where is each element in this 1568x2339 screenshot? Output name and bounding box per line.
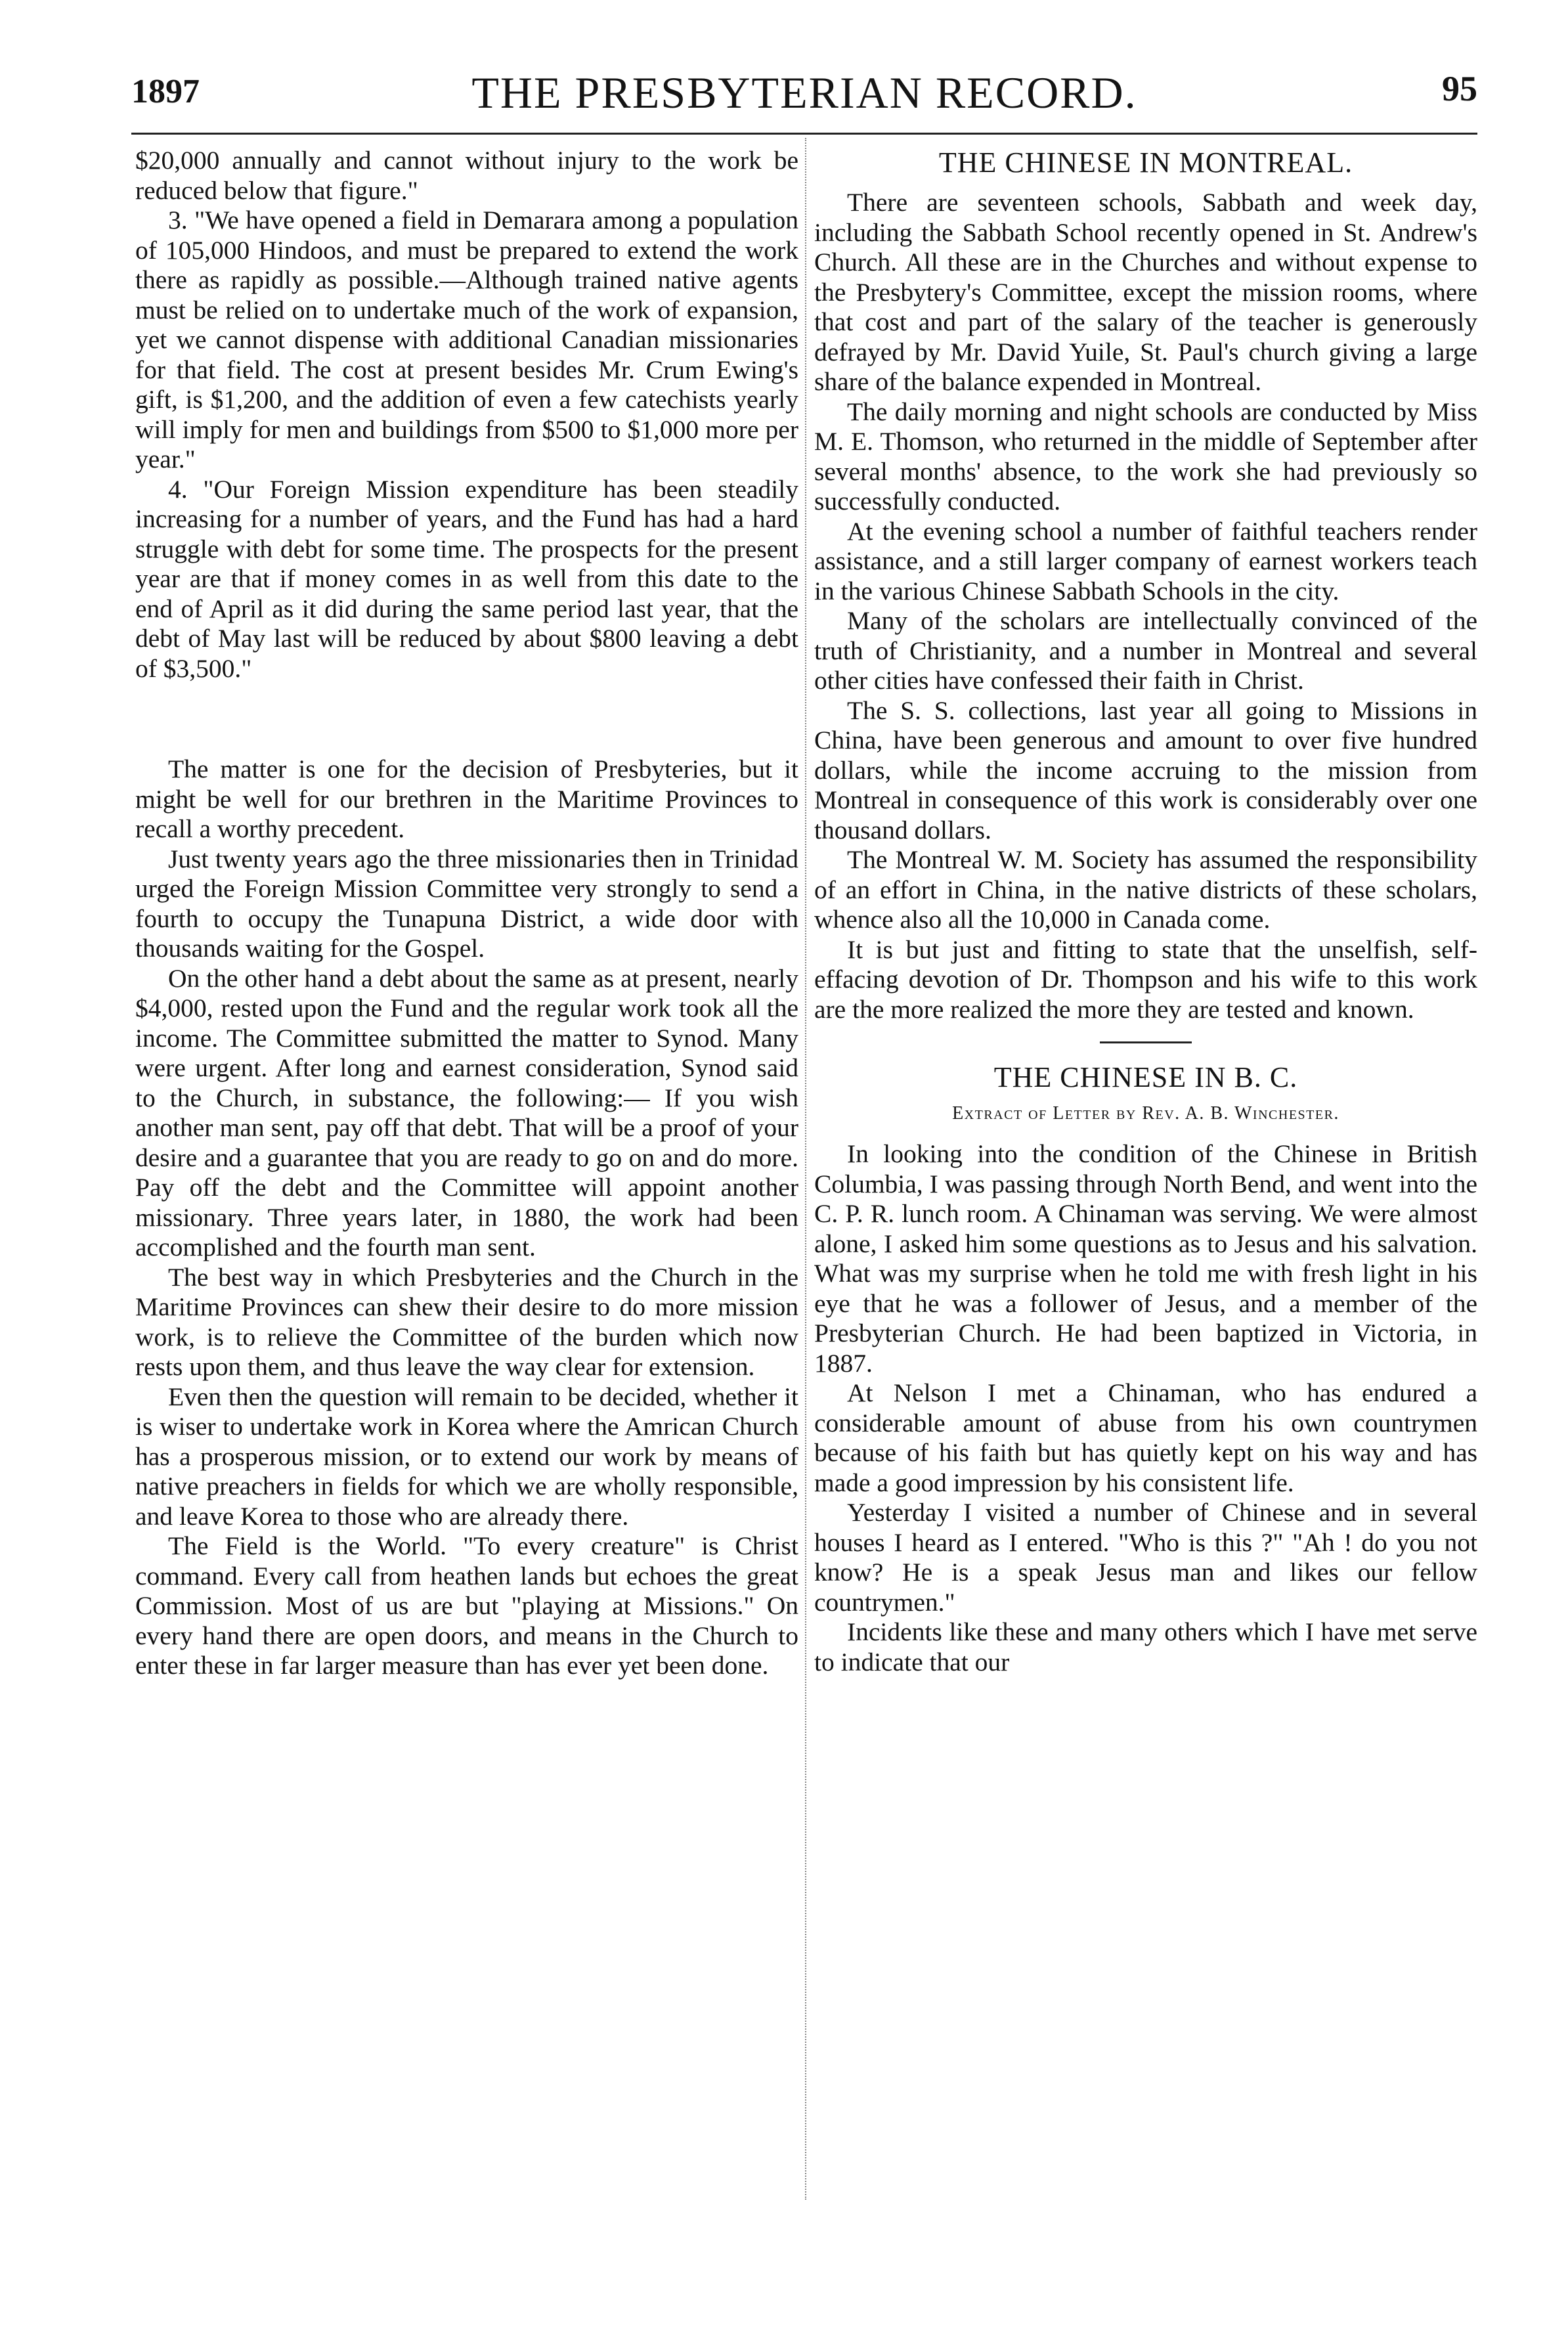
header-year: 1897	[131, 73, 200, 110]
page-number: 95	[1442, 69, 1477, 108]
section-title-chinese-montreal: THE CHINESE IN MONTREAL.	[938, 146, 1353, 179]
article-byline: Extract of Letter by Rev. A. B. Winchester.	[952, 1103, 1339, 1124]
journal-title: THE PRESBYTERIAN RECORD.	[471, 68, 1137, 118]
left-paragraph-1: $20,000 annually and cannot without injury to the work be reduced below that figure."	[135, 146, 798, 205]
column-divider	[805, 138, 806, 2200]
right-paragraph-3: At the evening school a number of faithful teachers render assistance, and a still larger company of earnest workers teach in the various Chinese Sabbath Schools in the city.	[814, 516, 1477, 605]
right-paragraph-9: At Nelson I met a Chinaman, who has endured a considerable amount of abuse from his own countrymen because of his faith but has quietly kept on his way and has made a good impression by his consistent life.	[814, 1378, 1477, 1497]
page-header	[131, 53, 1477, 138]
section-separator-rule	[1100, 1041, 1192, 1043]
right-paragraph-10: Yesterday I visited a number of Chinese and in several houses I heard as I entered. "Who is this ?" "Ah ! do you not know? He is a speak Jesus man and likes our fellow countrymen."	[814, 1498, 1477, 1617]
left-paragraph-2: 3. "We have opened a field in Demarara among a population of 105,000 Hindoos, and must be prepared to extend the work there as rapidly as possible.—Although trained native agents must be relied on to undertake much of the work of expansion, yet we cannot dispense with additional Canadian missionaries for that field. The cost at present besides Mr. Crum Ewing's gift, is $1,200, and the addition of even a few catechists yearly will imply for men and buildings from $500 to $1,000 more per year."	[135, 206, 798, 473]
paragraph-gap	[135, 684, 798, 754]
header-rule	[131, 133, 1477, 135]
right-paragraph-7: It is but just and fitting to state that the unselfish, self-effacing devotion of Dr. Thompson and his wife to this work are the more realized the more they are tested and known.	[814, 934, 1477, 1024]
section-title-chinese-bc: THE CHINESE IN B. C.	[993, 1061, 1298, 1093]
right-column	[814, 146, 1477, 1677]
right-paragraph-1: There are seventeen schools, Sabbath and week day, including the Sabbath School recently opened in St. Andrew's Church. All these are in the Churches and without expense to the Presbytery's Committee, except the mission rooms, where that cost and part of the salary of the teacher is generously defrayed by Mr. David Yuile, St. Paul's church giving a large share of the balance expended in Montreal.	[814, 188, 1477, 396]
left-paragraph-6: On the other hand a debt about the same as at present, nearly $4,000, rested upon the Fund and the regular work took all the income. The Committee submitted the matter to Synod. Many were urgent. After long and earnest consideration, Synod said to the Church, in substance, the following:— If you wish another man sent, pay off that debt. That will be a proof of your desire and a guarantee that you are ready to go on and do more. Pay off the debt and the Committee will appoint another missionary. Three years later, in 1880, the work had been accomplished and the fourth man sent.	[135, 963, 798, 1261]
right-paragraph-8: In looking into the condition of the Chinese in British Columbia, I was passing through North Bend, and went into the C. P. R. lunch room. A Chinaman was serving. We were almost alone, I asked him some questions as to Jesus and his salvation. What was my surprise when he told me with fresh light in his eye that he was a follower of Jesus, and a member of the Presbyterian Church. He had been baptized in Victoria, in 1887.	[814, 1139, 1477, 1378]
left-paragraph-4: The matter is one for the decision of Presbyteries, but it might be well for our brethren in the Maritime Provinces to recall a worthy precedent.	[135, 754, 798, 843]
left-paragraph-3: 4. "Our Foreign Mission expenditure has been steadily increasing for a number of years, and the Fund has had a hard struggle with debt for some time. The prospects for the present year are that if money comes in as well from this date to the end of April as it did during the same period last year, that the debt of May last will be reduced by about $800 leaving a debt of $3,500."	[135, 474, 798, 683]
left-paragraph-7: The best way in which Presbyteries and the Church in the Maritime Provinces can shew their desire to do more mission work, is to relieve the Committee of the burden which now rests upon them, and thus leave the way clear for extension.	[135, 1262, 798, 1381]
right-paragraph-2: The daily morning and night schools are conducted by Miss M. E. Thomson, who returned in the middle of September after several months' absence, to the work she had previously so successfully conducted.	[814, 397, 1477, 515]
left-paragraph-5: Just twenty years ago the three missionaries then in Trinidad urged the Foreign Mission Committee very strongly to send a fourth to occupy the Tunapuna District, a wide door with thousands waiting for the Gospel.	[135, 844, 798, 963]
right-paragraph-4: Many of the scholars are intellectually convinced of the truth of Christianity, and a number in Montreal and several other cities have confessed their faith in Christ.	[814, 606, 1477, 695]
left-column	[135, 146, 798, 1681]
right-paragraph-5: The S. S. collections, last year all going to Missions in China, have been generous and amount to over five hundred dollars, while the income accruing to the mission from Montreal in consequence of this work is considerably over one thousand dollars.	[814, 695, 1477, 844]
left-paragraph-8: Even then the question will remain to be decided, whether it is wiser to undertake work in Korea where the Amrican Church has a prosperous mission, or to extend our work by means of native preachers in fields for which we are wholly responsible, and leave Korea to those who are already there.	[135, 1382, 798, 1531]
right-paragraph-6: The Montreal W. M. Society has assumed the responsibility of an effort in China, in the native districts of these scholars, whence also all the 10,000 in Canada come.	[814, 845, 1477, 934]
left-paragraph-9: The Field is the World. "To every creature" is Christ command. Every call from heathen lands but echoes the great Commission. Most of us are but "playing at Missions." On every hand there are open doors, and means in the Church to enter these in far larger measure than has ever yet been done.	[135, 1531, 798, 1680]
right-paragraph-11: Incidents like these and many others which I have met serve to indicate that our	[814, 1617, 1477, 1676]
